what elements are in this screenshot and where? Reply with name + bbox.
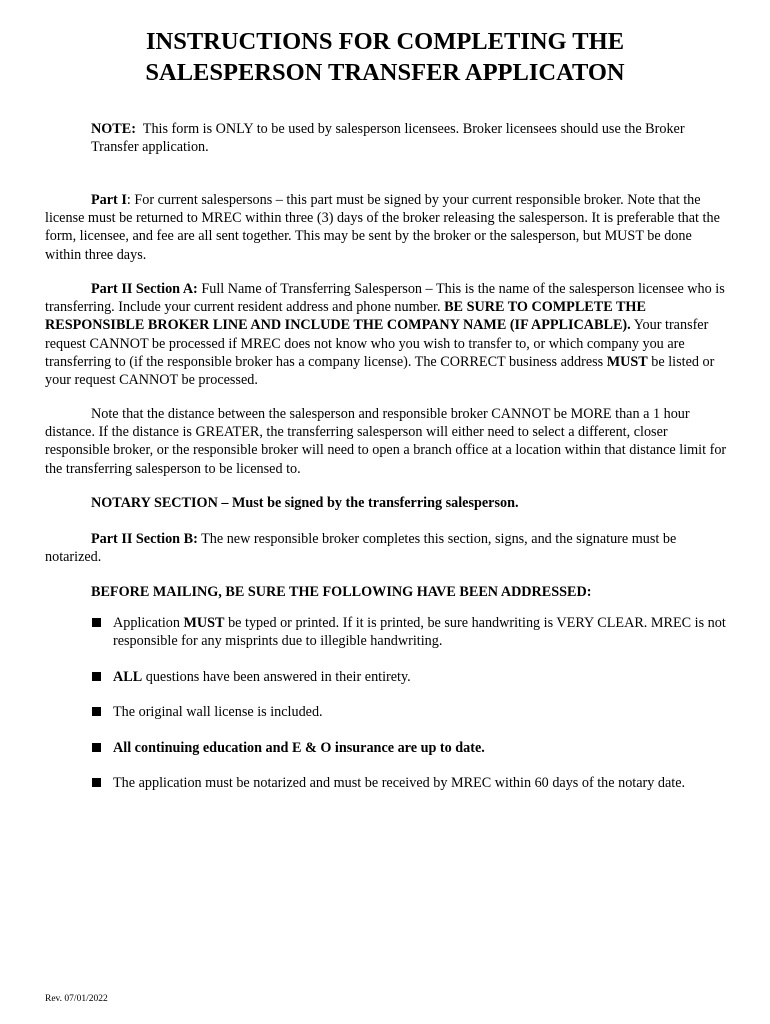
title-line-1: INSTRUCTIONS FOR COMPLETING THE: [145, 28, 625, 55]
part2a-bold-instruction: BE SURE TO COMPLETE THE RESPONSIBLE BROKER LINE AND INCLUDE THE COMPANY NAME (IF APPLICABLE).: [45, 299, 646, 334]
part1-text: : For current salespersons – this part must be signed by your current responsible broker. Note that the license must be returned to MREC within three (3) days of the broker releasing the salesperson. It is preferable that the form, licensee, and fee are all sent together. This may be sent by the broker or the salesperson, but MUST be done within three days.: [45, 192, 720, 263]
bullet-1-bold: MUST: [183, 615, 225, 631]
list-item: [91, 739, 731, 757]
distance-paragraph: Note that the distance between the salesperson and responsible broker CANNOT be MORE than a 1 hour distance. If the distance is GREATER, the transferring salesperson will either need to select a different, closer responsible broker, or the responsible broker will need to open a branch office at a location within that distance limit for the transferring salesperson to be licensed to.: [45, 406, 727, 477]
bullet-3-text: The original wall license is included.: [113, 704, 323, 721]
bullet-1-post: be typed or printed. If it is printed, be sure handwriting is VERY CLEAR. MREC is not responsible for any misprints due to illegible handwriting.: [113, 615, 726, 650]
part1-paragraph: [45, 191, 727, 264]
title-line-2: SALESPERSON TRANSFER APPLICATON: [145, 59, 625, 86]
part2a-label: Part II Section A:: [91, 281, 198, 297]
notary-text: NOTARY SECTION – Must be signed by the transferring salesperson.: [91, 495, 519, 511]
part2a-text-1: Full Name of Transferring Salesperson – This is the name of the salesperson licensee who is transferring. Include your current resident address and phone number.: [45, 281, 725, 316]
list-item: [91, 774, 731, 792]
list-item: [91, 703, 731, 721]
part2b-text: The new responsible broker completes this section, signs, and the signature must be notarized.: [45, 531, 677, 566]
square-bullet-icon: [92, 743, 101, 752]
bullet-4-bold: All continuing education and E & O insurance are up to date.: [113, 739, 485, 756]
square-bullet-icon: [92, 778, 101, 787]
part2a-paragraph: [45, 280, 727, 389]
part2b-label: Part II Section B:: [91, 531, 198, 547]
bullet-5-text: The application must be notarized and must be received by MREC within 60 days of the notary date.: [113, 775, 686, 792]
notary-section-heading: [45, 494, 727, 512]
square-bullet-icon: [92, 618, 101, 627]
page-title: [0, 26, 770, 88]
bullet-2-bold: ALL: [113, 668, 143, 685]
bullet-2-post: questions have been answered in their entirety.: [142, 668, 411, 685]
checklist: [91, 614, 731, 810]
list-item: [91, 668, 731, 686]
part1-label: Part I: [91, 192, 127, 208]
list-item: [91, 614, 731, 650]
note-label: NOTE:: [91, 121, 136, 137]
revision-date: Rev. 07/01/2022: [45, 994, 108, 1004]
note-paragraph: [91, 120, 731, 156]
square-bullet-icon: [92, 707, 101, 716]
part2a-text-2: Your transfer request CANNOT be processed if MREC does not know who you wish to transfer to, or which company you are transferring to (if the responsible broker has a company license). The CORRECT business address: [45, 317, 709, 370]
part2a-must: MUST: [606, 353, 648, 370]
square-bullet-icon: [92, 672, 101, 681]
bullet-1-pre: Application: [113, 615, 184, 631]
before-mailing-text: BEFORE MAILING, BE SURE THE FOLLOWING HAVE BEEN ADDRESSED:: [91, 584, 592, 600]
part2b-paragraph: [45, 530, 727, 566]
part2a-text-3: be listed or your request CANNOT be processed.: [45, 353, 715, 389]
note-text: This form is ONLY to be used by salesperson licensees. Broker licensees should use the Broker Transfer application.: [91, 121, 685, 156]
before-mailing-heading: [45, 583, 727, 601]
